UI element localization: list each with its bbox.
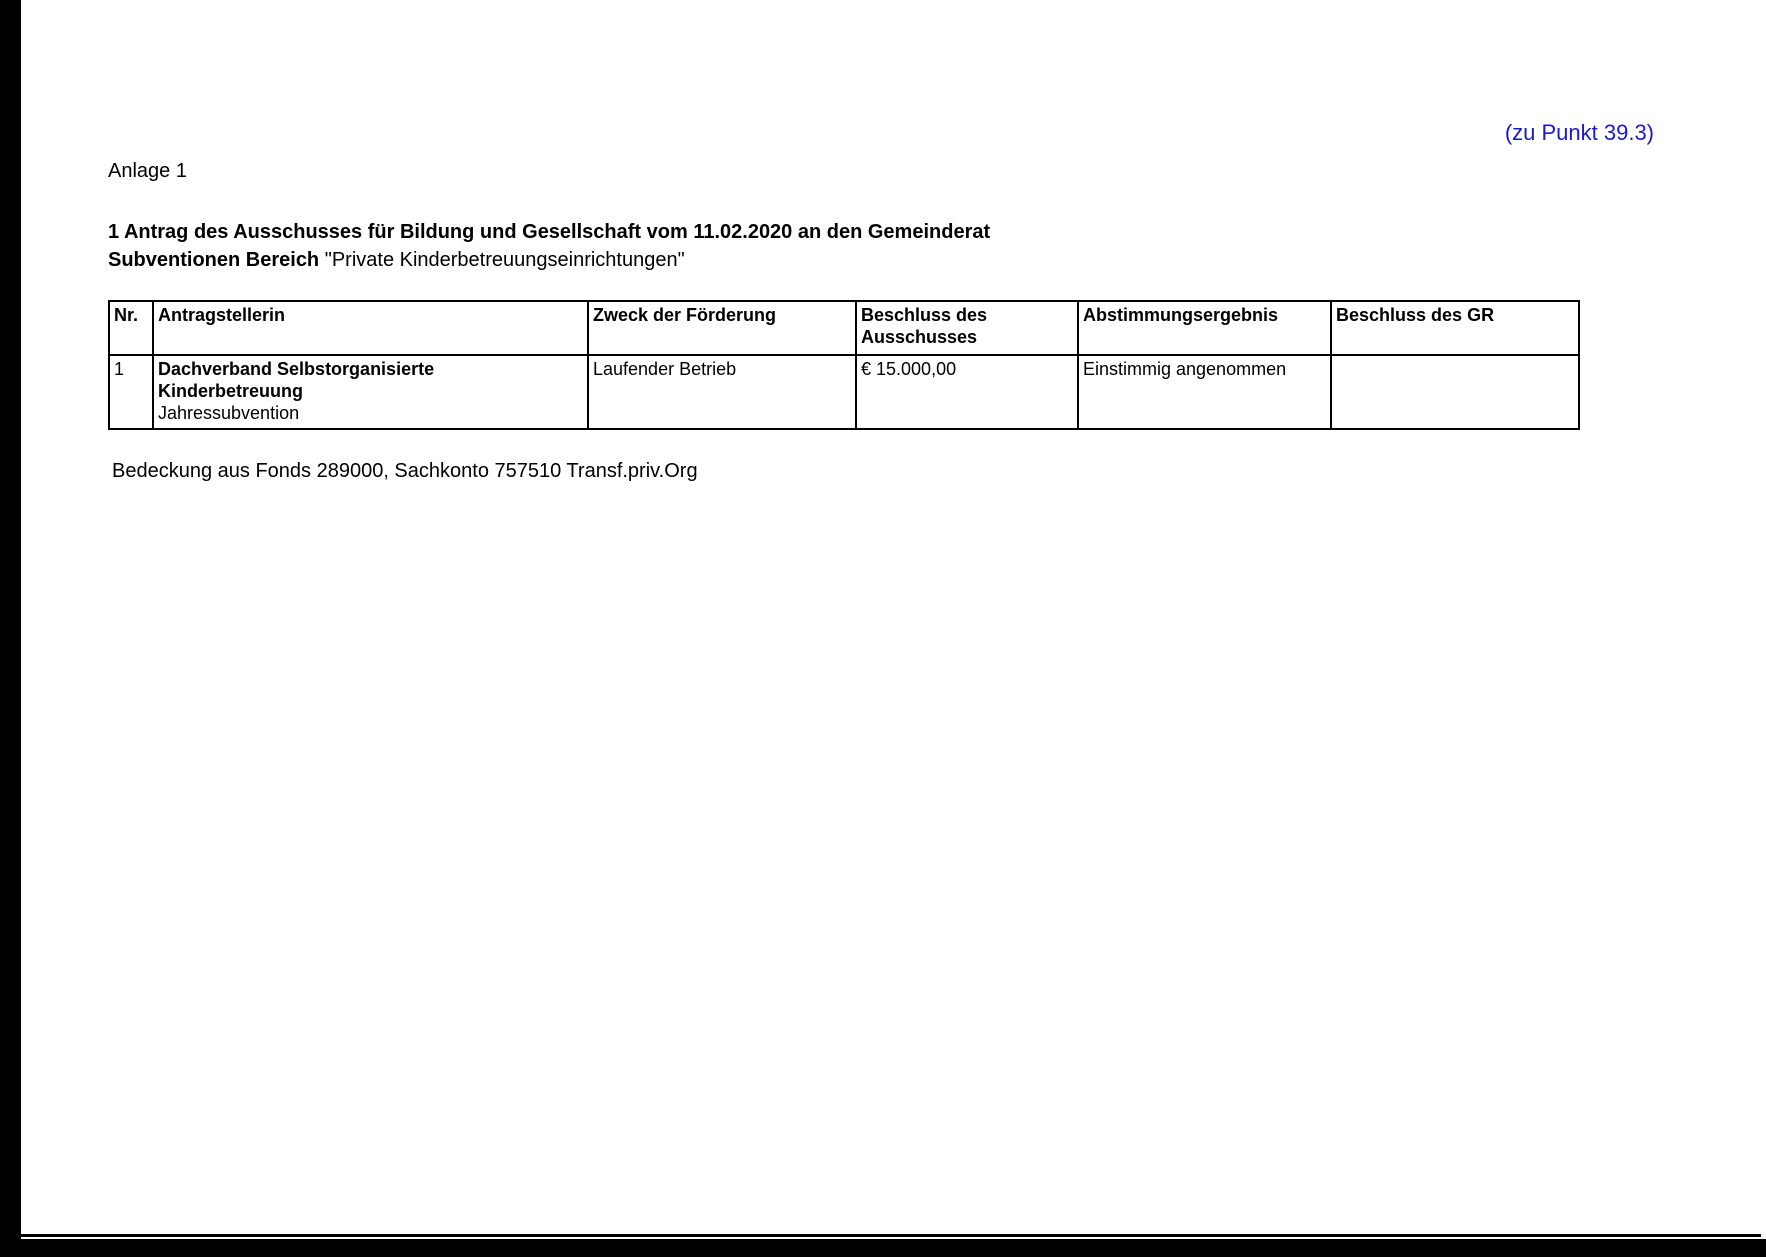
agenda-reference: (zu Punkt 39.3) (1504, 120, 1654, 145)
header-vote-result: Abstimmungsergebnis (1078, 301, 1331, 355)
cell-committee-decision: € 15.000,00 (856, 355, 1078, 429)
document-subheading (108, 246, 685, 274)
header-committee-decision: Beschluss des Ausschusses (856, 301, 1078, 355)
grants-table (108, 300, 1580, 430)
header-purpose: Zweck der Förderung (588, 301, 856, 355)
subheading-plain: "Private Kinderbetreuungseinrichtungen" (324, 249, 685, 271)
table-header-row (109, 301, 1579, 355)
cell-nr: 1 (109, 355, 153, 429)
scan-border-left (0, 0, 21, 1257)
cell-applicant (153, 355, 588, 429)
funding-note: Bedeckung aus Fonds 289000, Sachkonto 757510 Transf.priv.Org (112, 460, 698, 482)
table-row (109, 355, 1579, 429)
header-applicant: Antragstellerin (153, 301, 588, 355)
applicant-subvention-type: Jahressubvention (158, 403, 300, 423)
document-heading: 1 Antrag des Ausschusses für Bildung und Gesellschaft vom 11.02.2020 an den Gemeinderat (108, 221, 991, 243)
applicant-name-line2: Kinderbetreuung (158, 381, 304, 401)
cell-gr-decision (1331, 355, 1579, 429)
applicant-name-line1: Dachverband Selbstorganisierte (158, 359, 435, 379)
attachment-label: Anlage 1 (108, 160, 187, 182)
header-gr-decision: Beschluss des GR (1331, 301, 1579, 355)
cell-purpose: Laufender Betrieb (588, 355, 856, 429)
header-nr: Nr. (109, 301, 153, 355)
scan-border-bottom-line (21, 1234, 1761, 1237)
subheading-bold: Subventionen Bereich (108, 249, 320, 271)
cell-vote-result: Einstimmig angenommen (1078, 355, 1331, 429)
scan-border-bottom (0, 1239, 1766, 1257)
